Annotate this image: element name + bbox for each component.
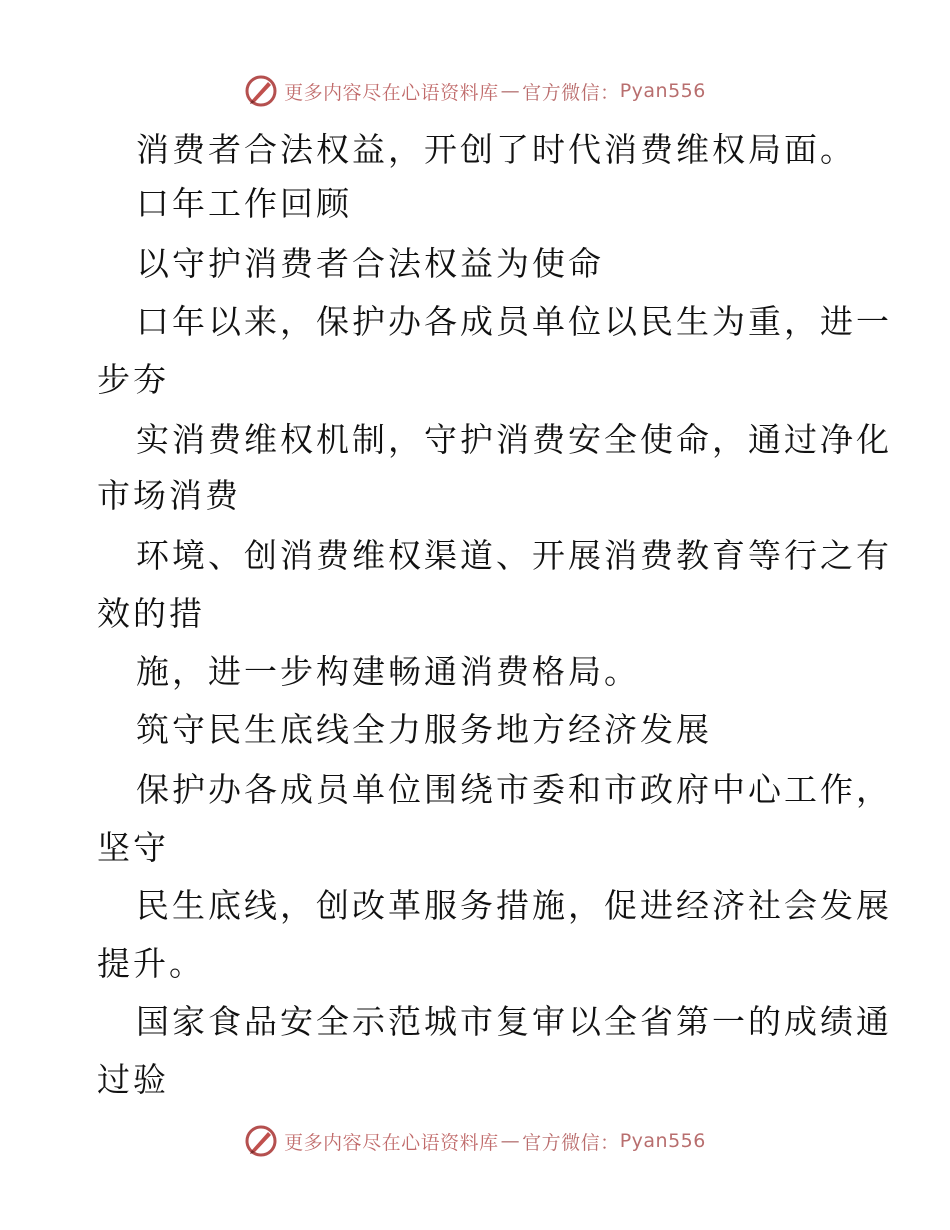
- text-line: 民生底线，创改革服务措施，促进经济社会发展: [136, 886, 892, 925]
- text-line: 效的措: [97, 594, 205, 633]
- text-line: 过验: [97, 1060, 169, 1099]
- header-watermark: [0, 71, 950, 111]
- text-line: 实消费维权机制，守护消费安全使命，通过净化: [136, 420, 892, 459]
- text-line: 口年工作回顾: [136, 184, 352, 223]
- text-line: 环境、创消费维权渠道、开展消费教育等行之有: [136, 536, 892, 575]
- text-line: 保护办各成员单位围绕市委和市政府中心工作，: [136, 770, 892, 809]
- text-line: 坚守: [97, 828, 169, 867]
- text-line: 口年以来，保护办各成员单位以民生为重，进一: [136, 302, 892, 341]
- watermark-brand: 更多内容尽在心语资料库: [284, 81, 499, 104]
- watermark-handle: Pyan556: [619, 80, 706, 102]
- quill-circle-icon: [244, 74, 278, 108]
- text-line: 国家食品安全示范城市复审以全省第一的成绩通: [136, 1002, 892, 1041]
- watermark-label: 官方微信：: [522, 81, 620, 104]
- text-line: 步夯: [97, 360, 169, 399]
- text-line: 市场消费: [97, 476, 241, 515]
- text-line: 施，进一步构建畅通消费格局。: [136, 652, 640, 691]
- watermark-separator: —: [500, 80, 521, 102]
- text-line: 消费者合法权益，开创了时代消费维权局面。: [136, 130, 856, 169]
- text-line: 提升。: [97, 944, 205, 983]
- watermark-handle: Pyan556: [619, 1130, 706, 1152]
- watermark-brand: 更多内容尽在心语资料库: [284, 1131, 499, 1154]
- footer-watermark: [0, 1121, 950, 1161]
- watermark-separator: —: [500, 1130, 521, 1152]
- text-line: 以守护消费者合法权益为使命: [136, 244, 604, 283]
- text-line: 筑守民生底线全力服务地方经济发展: [136, 710, 712, 749]
- quill-circle-icon: [244, 1124, 278, 1158]
- watermark-label: 官方微信：: [522, 1131, 620, 1154]
